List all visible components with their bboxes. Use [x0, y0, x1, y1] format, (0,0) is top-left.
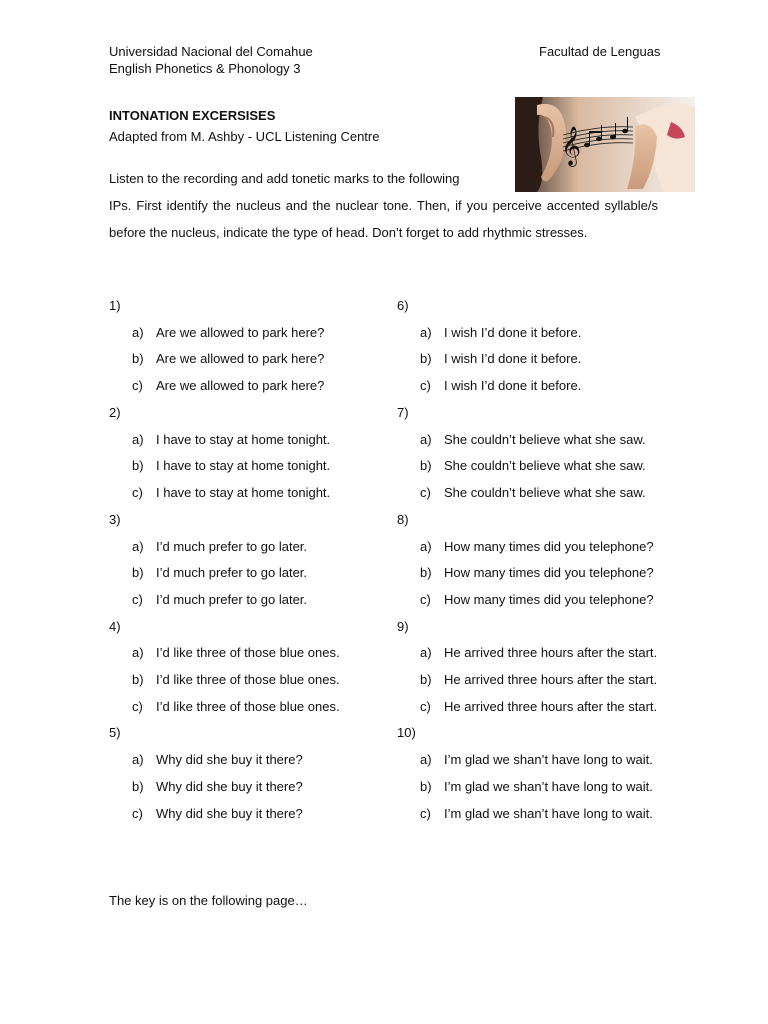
item-sentence: I have to stay at home tonight. [156, 458, 331, 474]
item-letter: b) [132, 778, 144, 794]
item-sentence: I’m glad we shan’t have long to wait. [444, 778, 653, 794]
item-letter: c) [420, 591, 431, 607]
exercise-item [109, 774, 399, 801]
exercise-item [397, 640, 687, 667]
item-sentence: I’d much prefer to go later. [156, 591, 308, 607]
item-letter: a) [420, 431, 432, 447]
item-sentence: I’d like three of those blue ones. [156, 645, 340, 661]
item-sentence: I wish I’d done it before. [444, 378, 582, 394]
item-sentence: Why did she buy it there? [156, 752, 303, 768]
item-sentence: Why did she buy it there? [156, 778, 303, 794]
footer-note: The key is on the following page… [109, 893, 308, 908]
page-subtitle: Adapted from M. Ashby - UCL Listening Centre [109, 129, 380, 144]
item-letter: a) [420, 752, 432, 768]
item-sentence: She couldn’t believe what she saw. [444, 458, 646, 474]
exercise-item [109, 534, 399, 561]
exercise-item [109, 667, 399, 694]
item-sentence: I’d like three of those blue ones. [156, 672, 340, 688]
svg-text:𝄞: 𝄞 [561, 126, 582, 166]
exercise-item [109, 453, 399, 480]
item-letter: a) [132, 752, 144, 768]
exercise-number: 8) [397, 511, 409, 527]
faculty-name: Facultad de Lenguas [539, 44, 661, 59]
exercise-group [397, 720, 687, 827]
exercise-item [109, 560, 399, 587]
item-sentence: How many times did you telephone? [444, 591, 654, 607]
exercise-item [397, 587, 687, 614]
exercise-item [397, 453, 687, 480]
item-letter: c) [132, 378, 143, 394]
exercise-group [397, 614, 687, 721]
item-sentence: I’d like three of those blue ones. [156, 698, 340, 714]
exercise-item [397, 747, 687, 774]
item-letter: c) [420, 378, 431, 394]
item-letter: b) [420, 458, 432, 474]
exercise-item [397, 534, 687, 561]
exercise-group [109, 720, 399, 827]
exercise-item [397, 373, 687, 400]
item-letter: c) [132, 485, 143, 501]
item-sentence: I wish I’d done it before. [444, 351, 582, 367]
exercise-group [109, 400, 399, 507]
item-sentence: I’m glad we shan’t have long to wait. [444, 805, 653, 821]
exercise-item [109, 320, 399, 347]
item-letter: c) [132, 591, 143, 607]
exercise-item [397, 320, 687, 347]
item-sentence: How many times did you telephone? [444, 538, 654, 554]
exercise-item [109, 640, 399, 667]
exercise-item [109, 373, 399, 400]
exercise-item [109, 587, 399, 614]
item-sentence: I have to stay at home tonight. [156, 431, 331, 447]
item-letter: a) [132, 431, 144, 447]
page-title: INTONATION EXCERSISES [109, 108, 276, 123]
header-left [109, 43, 313, 77]
exercise-group [109, 614, 399, 721]
exercise-item [109, 480, 399, 507]
item-sentence: He arrived three hours after the start. [444, 672, 658, 688]
exercise-number: 5) [109, 725, 121, 741]
exercise-item [397, 560, 687, 587]
exercise-item [109, 801, 399, 828]
item-sentence: Are we allowed to park here? [156, 324, 325, 340]
instructions-rest: IPs. First identify the nucleus and the nuclear tone. Then, if you perceive accented syllable/s before the nucleus, indicate the type of head. Don’t forget to add rhythmic stresses. [109, 197, 658, 240]
exercise-item [397, 667, 687, 694]
exercise-group [397, 507, 687, 614]
item-sentence: I have to stay at home tonight. [156, 485, 331, 501]
item-sentence: She couldn’t believe what she saw. [444, 485, 646, 501]
item-letter: c) [420, 485, 431, 501]
exercise-number: 1) [109, 298, 121, 313]
item-letter: b) [132, 565, 144, 581]
item-sentence: She couldn’t believe what she saw. [444, 431, 646, 447]
exercise-column-right [397, 293, 687, 827]
exercise-item [397, 427, 687, 454]
item-letter: b) [132, 458, 144, 474]
exercise-number: 7) [397, 404, 409, 420]
item-letter: b) [420, 778, 432, 794]
exercise-item [109, 747, 399, 774]
exercise-group [109, 507, 399, 614]
exercise-number: 9) [397, 618, 409, 634]
item-letter: a) [132, 324, 144, 340]
item-sentence: I wish I’d done it before. [444, 324, 582, 340]
exercise-group [397, 293, 687, 400]
exercise-column-left [109, 293, 399, 827]
item-sentence: I’d much prefer to go later. [156, 565, 308, 581]
item-letter: a) [420, 645, 432, 661]
exercise-item [109, 694, 399, 721]
item-sentence: Why did she buy it there? [156, 805, 303, 821]
exercise-number: 4) [109, 618, 121, 634]
exercise-item [397, 694, 687, 721]
item-letter: b) [420, 672, 432, 688]
exercise-number: 2) [109, 404, 121, 420]
exercise-item [109, 346, 399, 373]
exercise-group [109, 293, 399, 400]
item-letter: c) [420, 698, 431, 714]
item-sentence: How many times did you telephone? [444, 565, 654, 581]
exercise-item [397, 480, 687, 507]
exercise-number: 10) [397, 725, 416, 741]
item-letter: b) [420, 351, 432, 367]
exercise-number: 6) [397, 298, 409, 313]
item-sentence: Are we allowed to park here? [156, 378, 325, 394]
item-sentence: I’m glad we shan’t have long to wait. [444, 752, 653, 768]
item-sentence: He arrived three hours after the start. [444, 698, 658, 714]
item-sentence: He arrived three hours after the start. [444, 645, 658, 661]
item-letter: a) [132, 538, 144, 554]
item-letter: c) [132, 805, 143, 821]
exercise-group [397, 400, 687, 507]
exercise-item [109, 427, 399, 454]
item-letter: c) [420, 805, 431, 821]
exercise-item [397, 801, 687, 828]
exercise-item [397, 346, 687, 373]
item-letter: b) [132, 351, 144, 367]
item-letter: a) [420, 538, 432, 554]
item-sentence: Are we allowed to park here? [156, 351, 325, 367]
exercise-item [397, 774, 687, 801]
item-letter: a) [420, 324, 432, 340]
item-letter: c) [132, 698, 143, 714]
instructions-paragraph [109, 166, 658, 246]
item-letter: a) [132, 645, 144, 661]
course-name: English Phonetics & Phonology 3 [109, 61, 301, 76]
item-letter: b) [420, 565, 432, 581]
exercise-number: 3) [109, 511, 121, 527]
instructions-line-1: Listen to the recording and add tonetic marks to the following [109, 171, 460, 186]
item-letter: b) [132, 672, 144, 688]
item-sentence: I’d much prefer to go later. [156, 538, 308, 554]
university-name: Universidad Nacional del Comahue [109, 44, 313, 59]
